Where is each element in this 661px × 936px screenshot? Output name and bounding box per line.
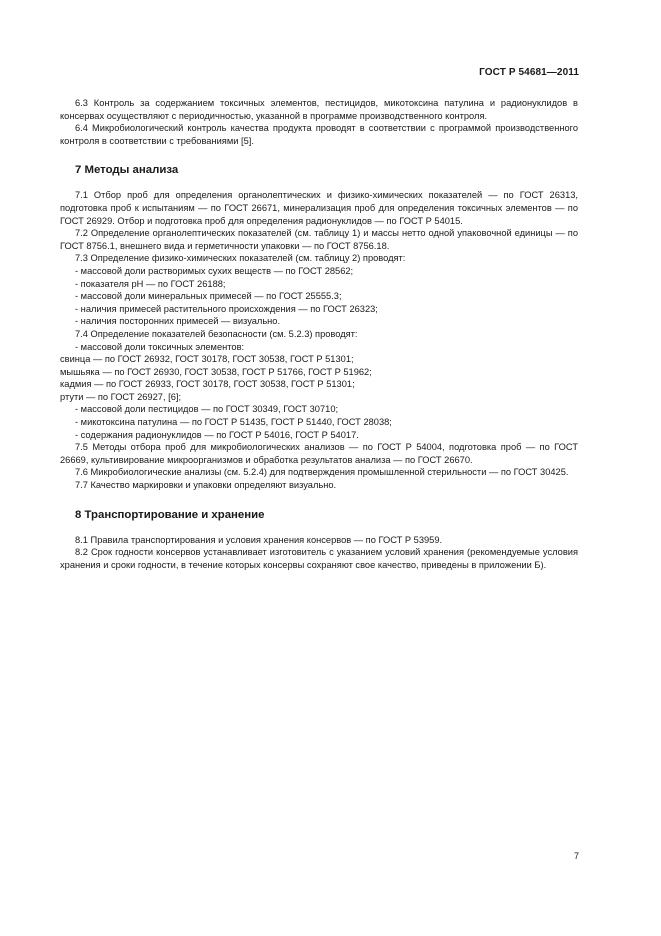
list-item: - микотоксина патулина — по ГОСТ Р 51435, ГОСТ Р 51440, ГОСТ 28038; bbox=[75, 417, 392, 428]
paragraph-7-1: 7.1 Отбор проб для определения органолептических и физико-химических показателей — по ГОСТ 26313, подготовка проб к испытаниям — по ГОСТ 26671, минерализация проб для определения токсичных элементов — по ГОСТ 26929. Отбор и подготовка проб для определения радионуклидов — по ГОСТ Р 54015. bbox=[60, 190, 578, 226]
section-8-heading: 8 Транспортирование и хранение bbox=[75, 508, 265, 521]
paragraph-8-2: 8.2 Срок годности консервов устанавливает изготовитель с указанием условий хранения (рекомендуемые условия хранения и сроки годности, в течение которых консервы сохраняют свое качество, приведены в приложении Б). bbox=[60, 547, 578, 570]
paragraph-7-5: 7.5 Методы отбора проб для микробиологических анализов — по ГОСТ Р 54004, подготовка проб — по ГОСТ 26669, культивирование микроорганизмов и обработка результатов анализа — по ГОСТ 26670. bbox=[60, 442, 578, 465]
section-7-heading: 7 Методы анализа bbox=[75, 164, 179, 177]
paragraph-7-6: 7.6 Микробиологические анализы (см. 5.2.4) для подтверждения промышленной стерильности — по ГОСТ 30425. bbox=[75, 467, 569, 478]
toxic-element-line: мышьяка — по ГОСТ 26930, ГОСТ 30538, ГОСТ Р 51766, ГОСТ Р 51962; bbox=[60, 366, 372, 377]
list-item: - массовой доли пестицидов — по ГОСТ 30349, ГОСТ 30710; bbox=[75, 404, 339, 415]
paragraph-7-3: 7.3 Определение физико-химических показателей (см. таблицу 2) проводят: bbox=[75, 253, 406, 264]
standard-header: ГОСТ Р 54681—2011 bbox=[479, 67, 579, 78]
list-item: - наличия примесей растительного происхождения — по ГОСТ 26323; bbox=[75, 303, 378, 314]
list-item: - массовой доли растворимых сухих веществ — по ГОСТ 28562; bbox=[75, 265, 354, 276]
page-number: 7 bbox=[573, 851, 579, 861]
page-content bbox=[60, 97, 578, 571]
paragraph-7-4: 7.4 Определение показателей безопасности (см. 5.2.3) проводят: bbox=[75, 328, 358, 339]
list-item: - массовой доли токсичных элементов: bbox=[75, 341, 245, 352]
toxic-element-line: ртути — по ГОСТ 26927, [6]; bbox=[60, 391, 182, 402]
paragraph-7-2: 7.2 Определение органолептических показателей (см. таблицу 1) и массы нетто одной упаковочной единицы — по ГОСТ 8756.1, внешнего вида и герметичности упаковки — по ГОСТ 8756.18. bbox=[60, 228, 578, 251]
toxic-element-line: кадмия — по ГОСТ 26933, ГОСТ 30178, ГОСТ 30538, ГОСТ Р 51301; bbox=[60, 379, 355, 390]
list-item: - содержания радионуклидов — по ГОСТ Р 54016, ГОСТ Р 54017. bbox=[75, 429, 359, 440]
paragraph-6-4: 6.4 Микробиологический контроль качества продукта проводят в соответствии с программой производственного контроля в соответствии с требованиями [5]. bbox=[60, 123, 578, 146]
paragraph-7-7: 7.7 Качество маркировки и упаковки определяют визуально. bbox=[75, 480, 337, 491]
list-item: - наличия посторонних примесей — визуально. bbox=[75, 316, 281, 327]
paragraph-8-1: 8.1 Правила транспортирования и условия хранения консервов — по ГОСТ Р 53959. bbox=[75, 534, 443, 545]
paragraph-6-3: 6.3 Контроль за содержанием токсичных элементов, пестицидов, микотоксина патулина и радионуклидов в консервах осуществляют с периодичностью, указанной в программе производственного контроля. bbox=[60, 98, 578, 121]
list-item: - показателя рН — по ГОСТ 26188; bbox=[75, 278, 226, 289]
toxic-element-line: свинца — по ГОСТ 26932, ГОСТ 30178, ГОСТ 30538, ГОСТ Р 51301; bbox=[60, 354, 354, 365]
list-item: - массовой доли минеральных примесей — по ГОСТ 25555.3; bbox=[75, 291, 342, 302]
